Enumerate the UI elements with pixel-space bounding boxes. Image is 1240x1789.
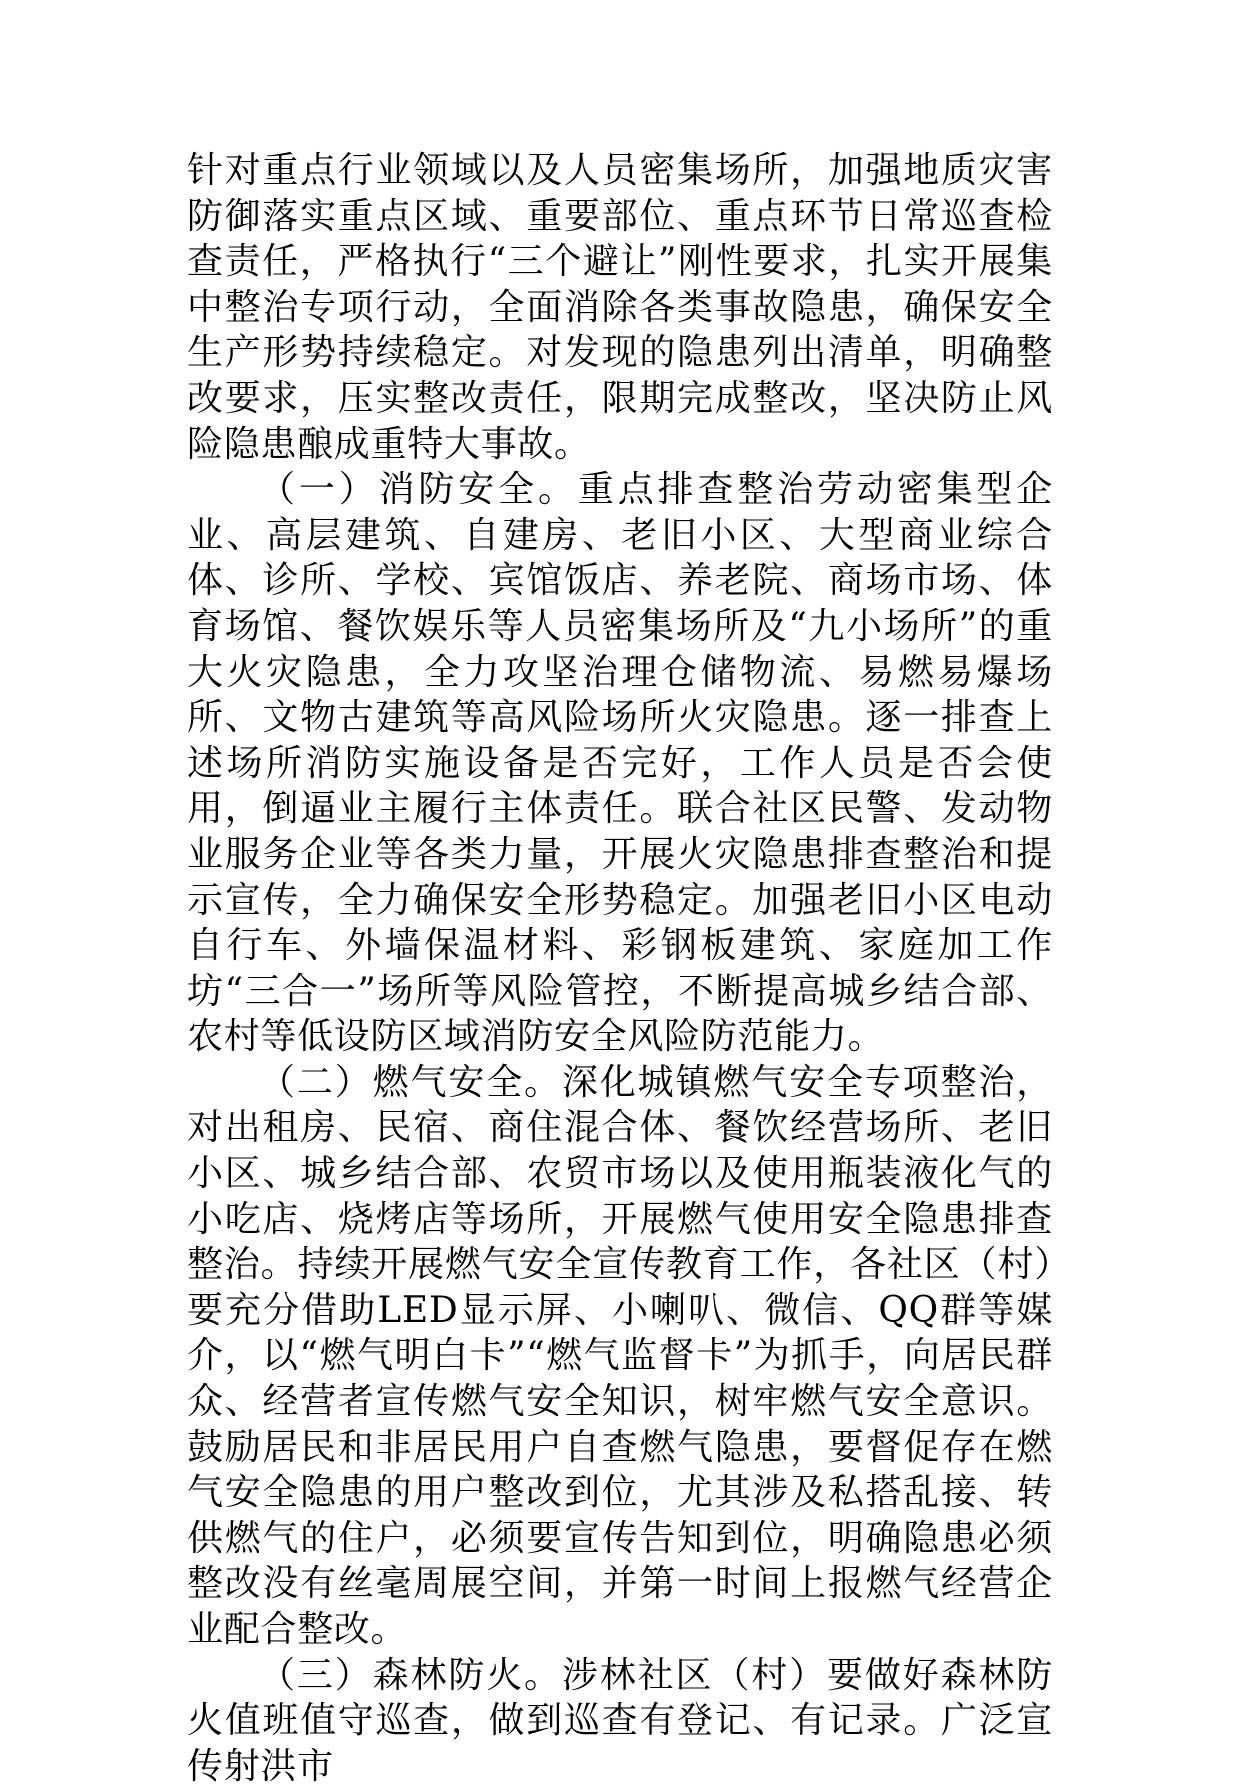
document-body	[187, 148, 1053, 1789]
paragraph-forest-fire: （三）森林防火。涉林社区（村）要做好森林防火值班值守巡查，做到巡查有登记、有记录。广泛宣传射洪市	[187, 1654, 1053, 1787]
paragraph-fire-safety: （一）消防安全。重点排查整治劳动密集型企业、高层建筑、自建房、老旧小区、大型商业综合体、诊所、学校、宾馆饭店、养老院、商场市场、体育场馆、餐饮娱乐等人员密集场所及“九小场所”的重大火灾隐患，全力攻坚治理仓储物流、易燃易爆场所、文物古建筑等高风险场所火灾隐患。逐一排查上述场所消防实施设备是否完好，工作人员是否会使用，倒逼业主履行主体责任。联合社区民警、发动物业服务企业等各类力量，开展火灾隐患排查整治和提示宣传，全力确保安全形势稳定。加强老旧小区电动自行车、外墙保温材料、彩钢板建筑、家庭加工作坊“三合一”场所等风险管控，不断提高城乡结合部、农村等低设防区域消防安全风险防范能力。	[187, 469, 1053, 1058]
paragraph-gas-safety: （二）燃气安全。深化城镇燃气安全专项整治，对出租房、民宿、商住混合体、餐饮经营场所、老旧小区、城乡结合部、农贸市场以及使用瓶装液化气的小吃店、烧烤店等场所，开展燃气使用安全隐患排查整治。持续开展燃气安全宣传教育工作，各社区（村）要充分借助LED显示屏、小喇叭、微信、QQ群等媒介，以“燃气明白卡”“燃气监督卡”为抓手，向居民群众、经营者宣传燃气安全知识，树牢燃气安全意识。鼓励居民和非居民用户自查燃气隐患，要督促存在燃气安全隐患的用户整改到位，尤其涉及私搭乱接、转供燃气的住户，必须要宣传告知到位，明确隐患必须整改没有丝毫周展空间，并第一时间上报燃气经营企业配合整改。	[187, 1061, 1053, 1650]
paragraph-intro: 针对重点行业领域以及人员密集场所，加强地质灾害防御落实重点区域、重要部位、重点环节日常巡查检查责任，严格执行“三个避让”刚性要求，扎实开展集中整治专项行动，全面消除各类事故隐患，确保安全生产形势持续稳定。对发现的隐患列出清单，明确整改要求，压实整改责任，限期完成整改，坚决防止风险隐患酿成重特大事故。	[187, 150, 1053, 465]
